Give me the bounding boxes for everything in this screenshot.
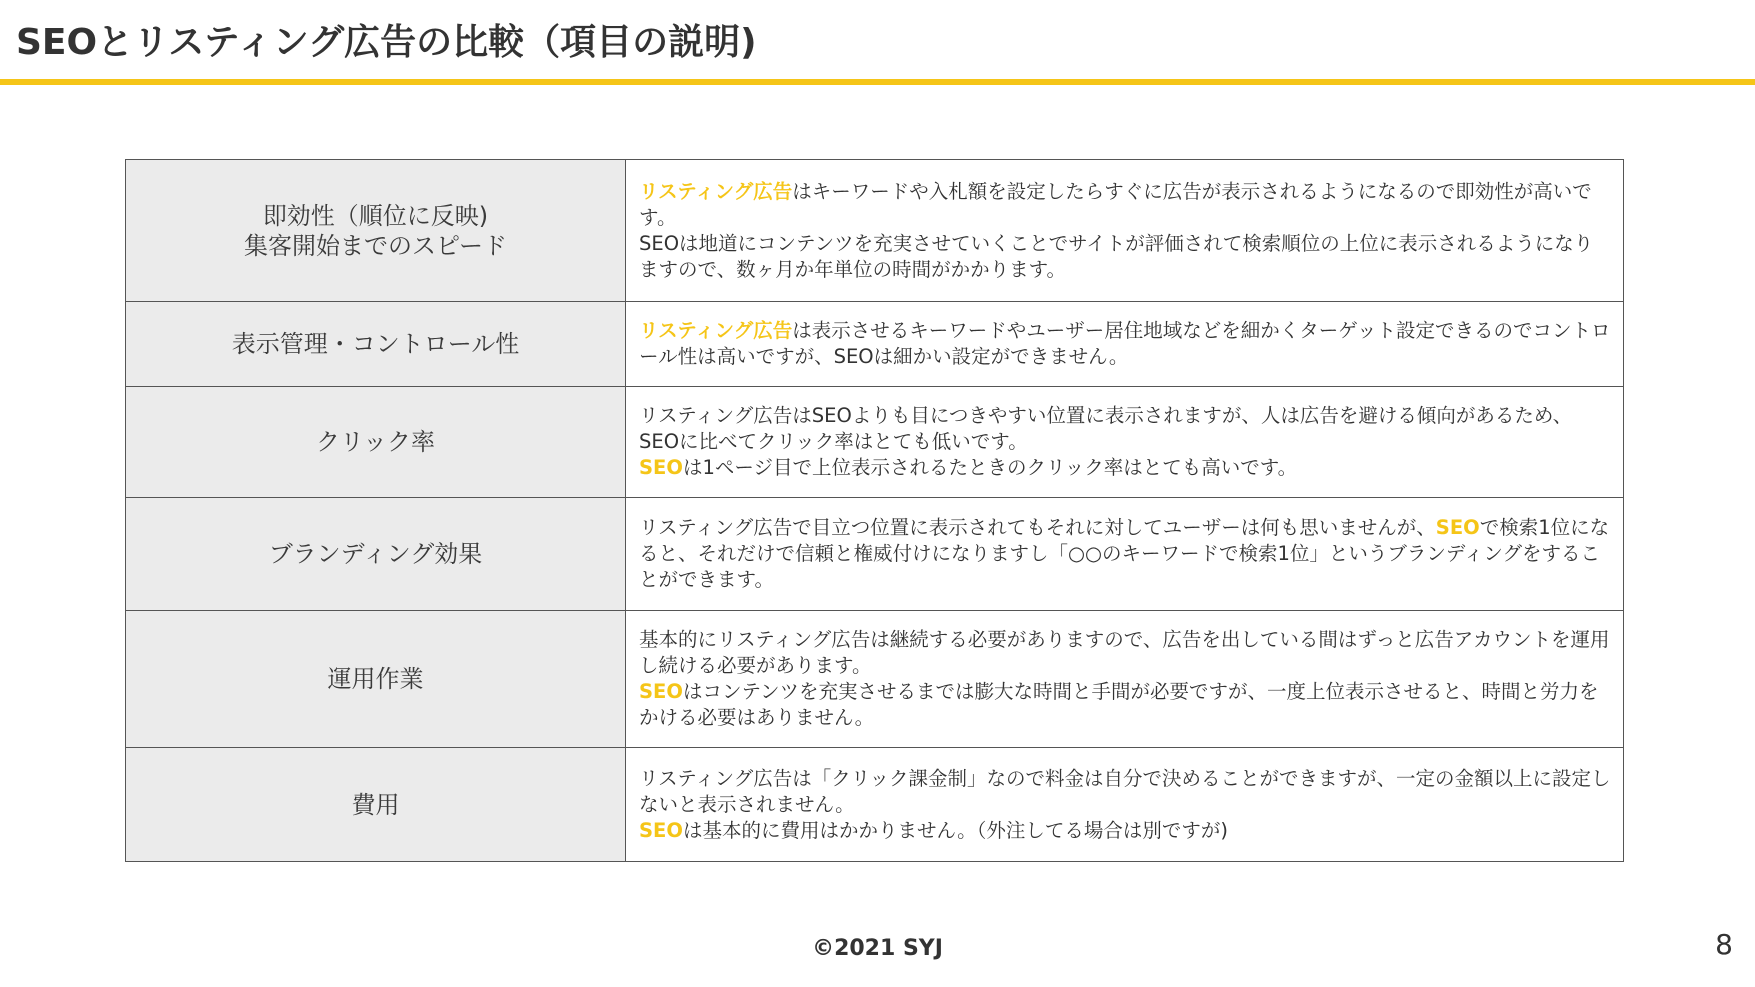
item-cell: 費用 [126,748,626,862]
highlight-term: リスティング広告 [639,179,793,203]
table-row [126,611,1624,748]
table-row [126,302,1624,387]
highlight-term: SEO [639,680,683,703]
table-row [126,387,1624,498]
copyright-footer: ©2021 SYJ [812,936,943,961]
description-cell [626,611,1624,748]
description-text: 基本的にリスティング広告は継続する必要がありますので、広告を出している間はずっと広告アカウントを運用し続ける必要があります。 [639,628,1610,677]
description-text: リスティング広告で目立つ位置に表示されてもそれに対してユーザーは何も思いませんが、 [639,516,1436,539]
description-text: は表示させるキーワードやユーザー居住地域などを細かくターゲット設定できるのでコントロール性は高いですが、SEOは細かい設定ができません。 [639,319,1611,368]
description-cell [626,302,1624,387]
item-cell: 表示管理・コントロール性 [126,302,626,387]
description-text: は1ページ目で上位表示されるたときのクリック率はとても高いです。 [682,456,1298,479]
description-text: はキーワードや入札額を設定したらすぐに広告が表示されるようになるので即効性が高いです。 [639,179,1592,229]
table-row [126,498,1624,611]
item-label-line2: 集客開始までのスピード [243,231,508,260]
item-cell: ブランディング効果 [126,498,626,611]
slide-title: SEOとリスティング広告の比較（項目の説明) [16,22,757,63]
description-text: はコンテンツを充実させるまでは膨大な時間と手間が必要ですが、一度上位表示させると、時間と労力をかける必要はありません。 [639,680,1599,729]
description-cell [626,160,1624,302]
highlight-term: SEO [639,456,683,479]
highlight-term: SEO [1435,516,1480,539]
table-row [126,748,1624,862]
highlight-term: リスティング広告 [639,319,793,342]
description-text: で検索1位になると、それだけで信頼と権威付けになりますし「○○のキーワードで検索1位」というブランディングをすることができます。 [639,516,1610,591]
description-cell [626,748,1624,862]
description-text: リスティング広告はSEOよりも目につきやすい位置に表示されますが、人は広告を避ける傾向があるため、SEOに比べてクリック率はとても低いです。 [639,404,1573,453]
comparison-table [125,159,1624,862]
page-number: 8 [1715,928,1733,961]
description-text: SEOは地道にコンテンツを充実させていくことでサイトが評価されて検索順位の上位に表示されるようになりますので、数ヶ月か年単位の時間がかかります。 [639,231,1594,281]
description-text: リスティング広告は「クリック課金制」なので料金は自分で決めることができますが、一定の金額以上に設定しないと表示されません。 [639,766,1611,816]
item-cell [126,160,626,302]
highlight-term: SEO [639,818,683,842]
description-cell [626,387,1624,498]
item-label-line1: 即効性（順位に反映) [262,201,489,230]
description-text: は基本的に費用はかかりません。（外注してる場合は別ですが) [682,818,1228,842]
item-cell: クリック率 [126,387,626,498]
item-cell: 運用作業 [126,611,626,748]
description-cell [626,498,1624,611]
table-row [126,160,1624,302]
title-underline [0,79,1755,85]
